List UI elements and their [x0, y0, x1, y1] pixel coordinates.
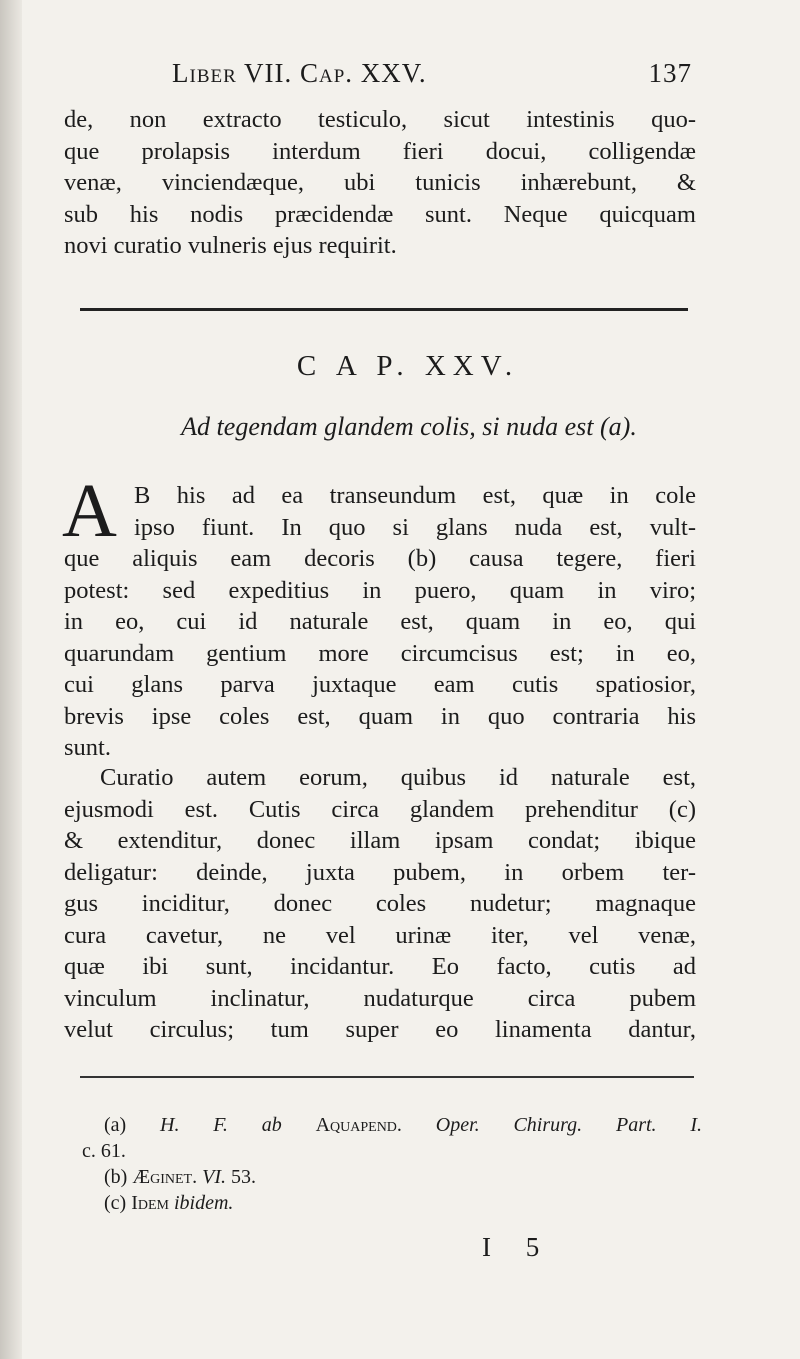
text-line: deligatur: deinde, juxta pubem, in orbem ter- [64, 858, 696, 886]
footnote-b-name: Æginet. [132, 1166, 198, 1188]
footnote-c-ref: ibidem. [173, 1192, 234, 1214]
footnote-b-ref: VI. [202, 1166, 226, 1188]
signature-mark: I 5 [482, 1232, 554, 1262]
footnote-a [82, 1112, 702, 1138]
text-line: de, non extracto testiculo, sicut intestinis quo- [64, 106, 696, 133]
chapter-subtitle: Ad tegendam glandem colis, si nuda est (a). [181, 412, 637, 441]
text-line: sub his nodis præcidendæ sunt. Neque quicquam [64, 200, 696, 228]
page-number: 137 [648, 58, 692, 88]
footnote-a-author: H. F. ab [160, 1114, 282, 1136]
text-line: cura cavetur, ne vel urinæ iter, vel venæ, [64, 921, 696, 949]
footnote-c-mark: (c) [104, 1192, 127, 1214]
footnotes [82, 1112, 702, 1216]
text-line: Curatio autem eorum, quibus id naturale est, [100, 764, 696, 791]
text-line: que aliquis eam decoris (b) causa tegere, fieri [64, 545, 696, 572]
footnote-divider [80, 1076, 694, 1078]
text-line: sunt. [64, 734, 111, 761]
chapter-title: C A P. XXV. [296, 350, 520, 382]
footnote-a-work: Oper. Chirurg. Part. I. [435, 1114, 703, 1136]
text-line: brevis ipse coles est, quam in quo contraria his [64, 702, 696, 730]
top-paragraph [64, 104, 696, 262]
text-line: que prolapsis interdum fieri docui, colligendæ [64, 137, 696, 165]
text-line: quarundam gentium more circumcisus est; in eo, [64, 639, 696, 667]
text-line: vinculum inclinatur, nudaturque circa pubem [64, 984, 696, 1012]
page-gutter [0, 0, 22, 1359]
text-line: venæ, vinciendæque, ubi tunicis inhærebunt, & [64, 169, 696, 196]
footnote-b-num: 53. [231, 1166, 256, 1188]
text-line: cui glans parva juxtaque eam cutis spatiosior, [64, 671, 696, 698]
footnote-a-name: Aquapend. [315, 1114, 402, 1136]
text-line: B his ad ea transeundum est, quæ in cole [134, 482, 696, 509]
running-head-title: Liber VII. Cap. XXV. [172, 58, 427, 88]
section-divider [80, 308, 688, 311]
text-line: quæ ibi sunt, incidantur. Eo facto, cutis ad [64, 953, 696, 980]
footnote-c-name: Idem [131, 1192, 169, 1214]
text-line: velut circulus; tum super eo linamenta dantur, [64, 1016, 696, 1043]
running-head [172, 58, 692, 94]
text-line: gus inciditur, donec coles nudetur; magnaque [64, 890, 696, 917]
footnote-a-mark: (a) [104, 1114, 127, 1136]
drop-cap: A [62, 469, 117, 553]
text-line: potest: sed expeditius in puero, quam in viro; [64, 576, 696, 604]
footnote-b-mark: (b) [104, 1166, 128, 1188]
text-line: & extenditur, donec illam ipsam condat; ibique [64, 827, 696, 854]
text-line: ipso fiunt. In quo si glans nuda est, vult- [134, 513, 696, 541]
text-line: in eo, cui id naturale est, quam in eo, qui [64, 608, 696, 635]
footnote-a-continued [82, 1138, 702, 1164]
footnote-b [82, 1164, 702, 1190]
footnote-c [82, 1190, 702, 1216]
paragraph-two [64, 762, 696, 1046]
paragraph-one [64, 480, 696, 764]
text-line: ejusmodi est. Cutis circa glandem prehenditur (c) [64, 795, 696, 823]
text-line: novi curatio vulneris ejus requirit. [64, 232, 397, 259]
footnote-a-cont: c. 61. [82, 1140, 126, 1162]
